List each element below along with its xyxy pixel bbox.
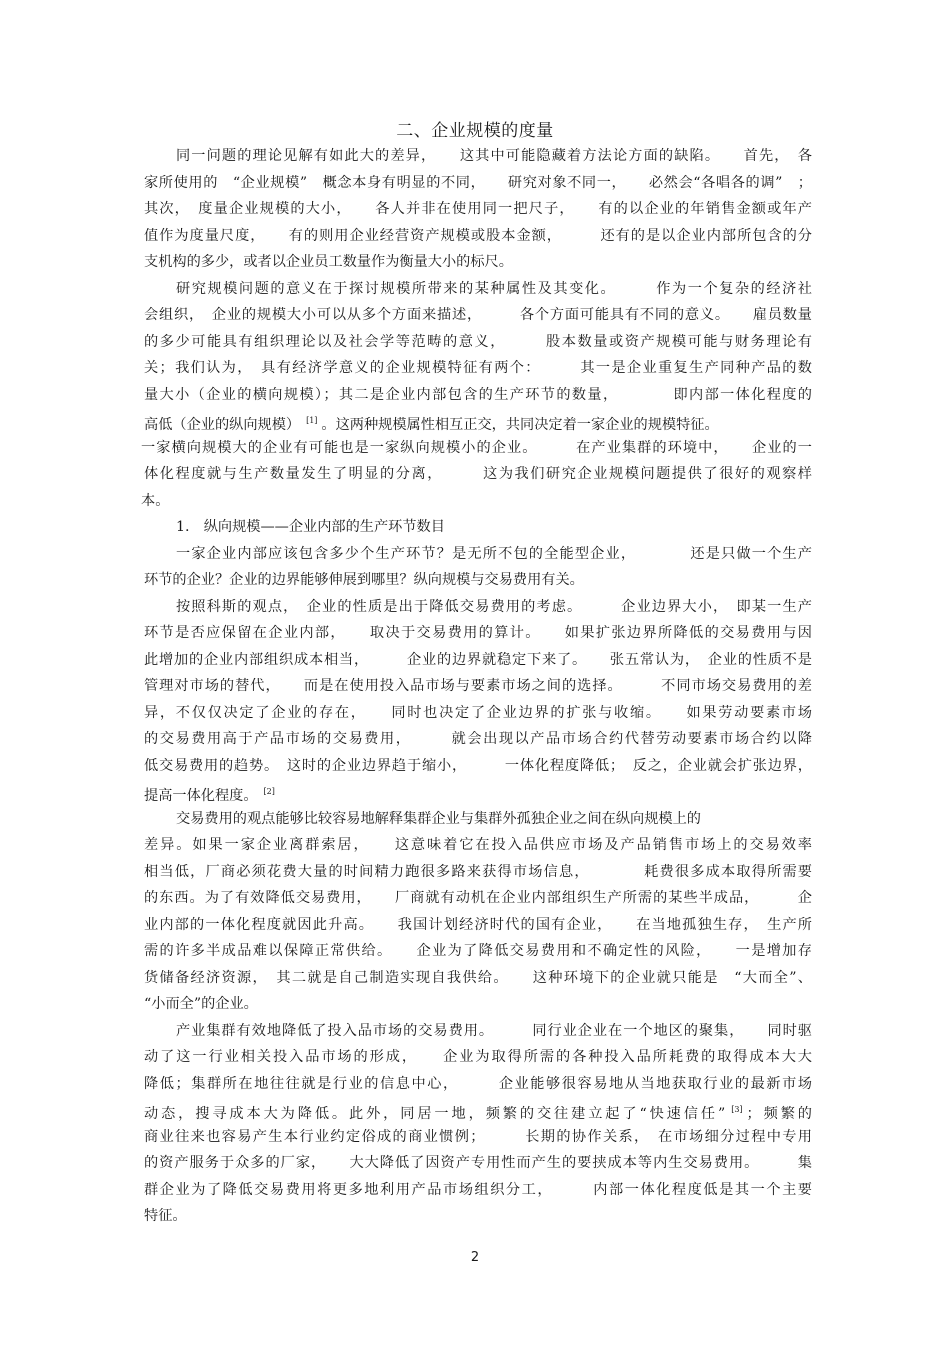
text-line: 其次， 度量企业规模的大小， 各人并非在使用同一把尺子， 有的以企业的年销售金额或年产	[144, 201, 812, 217]
text-line: 的交易费用高于产品市场的交易费用， 就会出现以产品市场合约代替劳动要素市场合约以降	[144, 731, 812, 747]
text-line: 研究规模问题的意义在于探讨规模所带来的某种属性及其变化。 作为一个复杂的经济社	[176, 280, 812, 297]
text-line: 商业往来也容易产生本行业约定俗成的商业惯例； 长期的协作关系， 在市场细分过程中专用	[144, 1128, 812, 1145]
text-line: 业内部的一体化程度就因此升高。 我国计划经济时代的国有企业， 在当地孤独生存， 生产所	[144, 916, 812, 933]
text-line: 降低；集群所在地往往就是行业的信息中心， 企业能够很容易地从当地获取行业的最新市场	[144, 1075, 812, 1092]
text-line: 产业集群有效地降低了投入品市场的交易费用。 同行业企业在一个地区的聚集， 同时驱	[176, 1022, 812, 1039]
document-body	[141, 143, 812, 1230]
text-segment: ；频繁的	[746, 1106, 812, 1122]
text-line: 量大小（企业的横向规模）；其二是企业内部包含的生产环节的数量， 即内部一体化程度的	[144, 386, 812, 403]
text-line: “小而全”的企业。	[144, 996, 258, 1012]
text-line: 此增加的企业内部组织成本相当， 企业的边界就稳定下来了。 张五常认为， 企业的性质不是	[144, 651, 812, 668]
text-line: 体化程度就与生产数量发生了明显的分离， 这为我们研究企业规模问题提供了很好的观察样	[144, 466, 812, 482]
text-segment: 动态，搜寻成本大为降低。此外，同居一地，频繁的交往建立起了“快速信任”	[144, 1106, 726, 1122]
citation-marker: [3]	[731, 1105, 743, 1114]
text-line: 环节是否应保留在企业内部， 取决于交易费用的算计。 如果扩张边界所降低的交易费用与因	[144, 625, 812, 641]
text-segment: 。这两种规模属性相互正交，共同决定着一家企业的规模特征。	[321, 417, 719, 433]
text-line: 货储备经济资源， 其二就是自己制造实现自我供给。 这种环境下的企业就只能是 “大而全”、	[144, 969, 812, 986]
text-segment: 高低（企业的纵向规模）	[144, 417, 301, 433]
text-line: 的多少可能具有组织理论以及社会学等范畴的意义， 股本数量或资产规模可能与财务理论有	[144, 333, 812, 350]
text-line	[144, 1097, 812, 1124]
text-line: 的东西。为了有效降低交易费用， 厂商就有动机在企业内部组织生产所需的某些半成品， 企	[144, 890, 812, 906]
text-line	[144, 779, 812, 806]
subsection-heading: 1. 纵向规模——企业内部的生产环节数目	[176, 519, 445, 535]
text-line: 管理对市场的替代， 而是在使用投入品市场与要素市场之间的选择。 不同市场交易费用的差	[144, 678, 812, 694]
text-line: 值作为度量尺度， 有的则用企业经营资产规模或股本金额， 还有的是以企业内部所包含的分	[144, 227, 812, 244]
text-line: 特征。	[144, 1208, 187, 1224]
text-line: 动了这一行业相关投入品市场的形成， 企业为取得所需的各种投入品所耗费的取得成本大大	[144, 1049, 812, 1065]
text-segment: 提高一体化程度。	[144, 788, 258, 804]
text-line: 差异。如果一家企业离群索居， 这意味着它在投入品供应市场及产品销售市场上的交易效率	[144, 837, 812, 853]
text-line	[144, 408, 812, 435]
text-line: 一家企业内部应该包含多少个生产环节？是无所不包的全能型企业， 还是只做一个生产	[176, 545, 812, 562]
citation-marker: [2]	[263, 787, 275, 796]
text-line: 本。	[141, 492, 170, 509]
text-line: 需的许多半成品难以保障正常供给。 企业为了降低交易费用和不确定性的风险， 一是增加存	[144, 943, 812, 959]
text-line: 低交易费用的趋势。 这时的企业边界趋于缩小， 一体化程度降低； 反之，企业就会扩张边界，	[144, 757, 812, 774]
section-title: 二、企业规模的度量	[396, 121, 554, 141]
text-line: 交易费用的观点能够比较容易地解释集群企业与集群外孤独企业之间在纵向规模上的	[176, 810, 701, 827]
text-line: 同一问题的理论见解有如此大的差异， 这其中可能隐藏着方法论方面的缺陷。 首先， 各	[176, 148, 812, 164]
text-line: 一家横向规模大的企业有可能也是一家纵向规模小的企业。 在产业集群的环境中， 企业的一	[141, 439, 812, 456]
text-line: 关；我们认为， 具有经济学意义的企业规模特征有两个： 其一是企业重复生产同种产品的数	[144, 360, 812, 376]
citation-marker: [1]	[306, 416, 318, 425]
text-line: 家所使用的 “企业规模” 概念本身有明显的不同， 研究对象不同一， 必然会“各唱各的调” ；	[144, 174, 812, 191]
text-line: 群企业为了降低交易费用将更多地利用产品市场组织分工， 内部一体化程度低是其一个主要	[144, 1181, 812, 1198]
text-line: 支机构的多少，或者以企业员工数量作为衡量大小的标尺。	[144, 254, 513, 270]
text-line: 会组织， 企业的规模大小可以从多个方面来描述， 各个方面可能具有不同的意义。 雇员数量	[144, 307, 812, 323]
page-number: 2	[470, 1250, 480, 1265]
text-line: 异，不仅仅决定了企业的存在， 同时也决定了企业边界的扩张与收缩。 如果劳动要素市场	[144, 704, 812, 721]
text-line: 按照科斯的观点， 企业的性质是出于降低交易费用的考虑。 企业边界大小， 即某一生产	[176, 598, 812, 615]
text-line: 的资产服务于众多的厂家， 大大降低了因资产专用性而产生的要挟成本等内生交易费用。 集	[144, 1155, 812, 1171]
text-line: 环节的企业？企业的边界能够伸展到哪里？纵向规模与交易费用有关。	[144, 572, 584, 588]
text-line: 相当低，厂商必须花费大量的时间精力跑很多路来获得市场信息， 耗费很多成本取得所需要	[144, 863, 812, 880]
